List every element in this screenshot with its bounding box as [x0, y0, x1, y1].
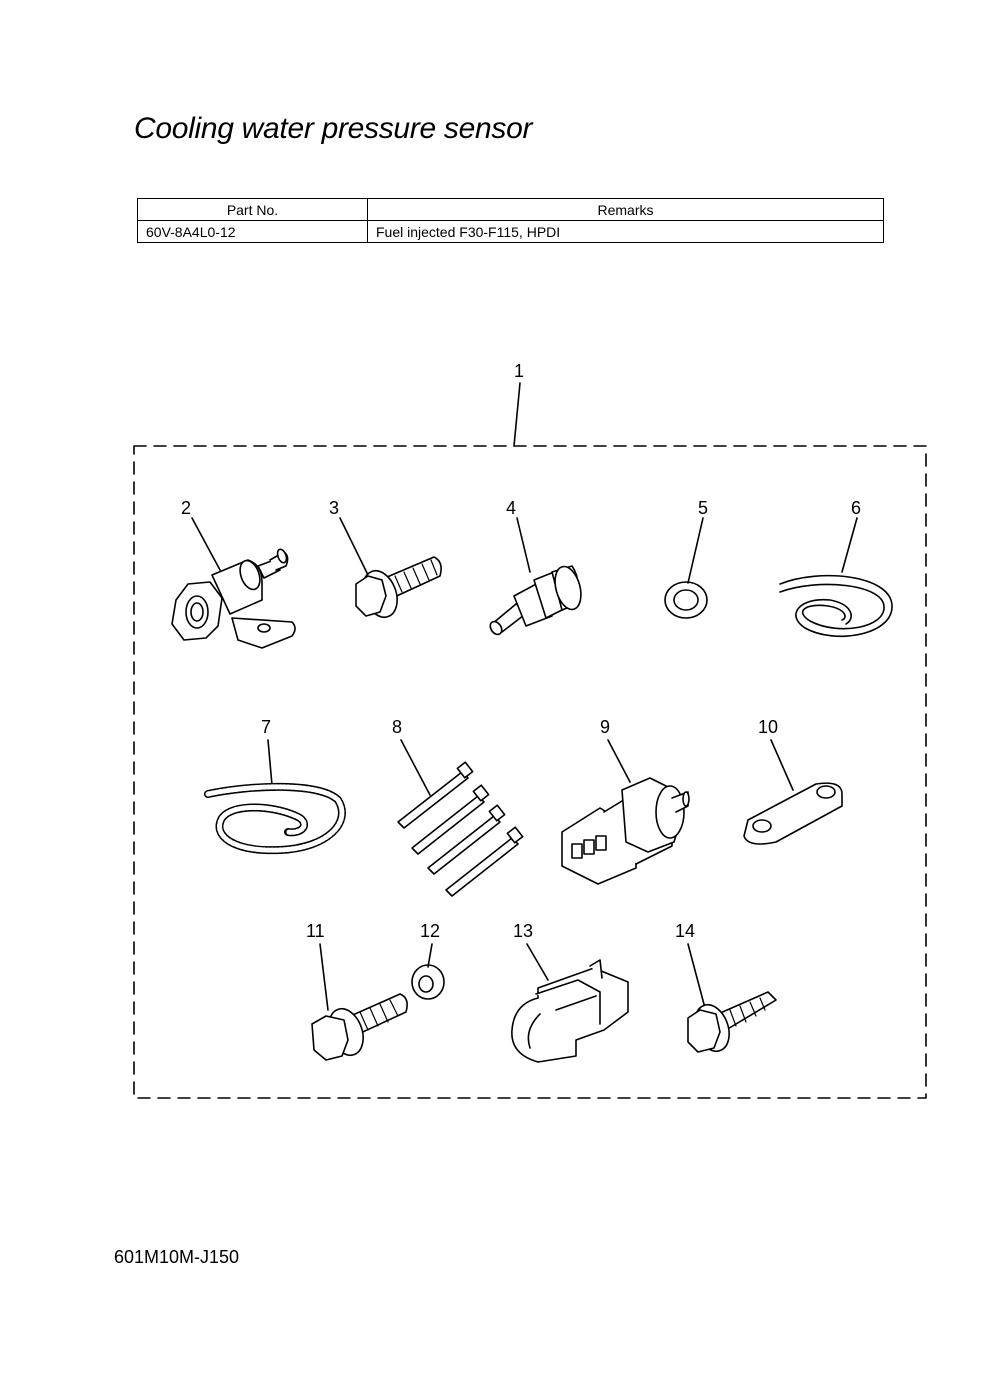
cable-ties-icon: [398, 762, 523, 896]
footer-code: 601M10M-J150: [114, 1247, 240, 1267]
hose-nipple-icon: [488, 564, 585, 637]
column-header-part-no: Part No.: [138, 199, 368, 221]
callout-1: 1: [514, 361, 525, 381]
pressure-sensor-icon: [562, 778, 689, 884]
plate-icon: [744, 783, 842, 844]
callout-7: 7: [261, 717, 272, 737]
callout-6: 6: [851, 498, 862, 518]
clamp-icon: [512, 960, 628, 1062]
fitting-icon: [172, 548, 295, 648]
callout-11: 11: [306, 921, 325, 941]
washer-icon: [412, 965, 444, 999]
callout-10: 10: [758, 717, 779, 737]
callout-12: 12: [420, 921, 441, 941]
hose-icon: [780, 576, 892, 637]
part-number-cell: 60V-8A4L0-12: [138, 221, 368, 243]
callout-2: 2: [181, 498, 192, 518]
callout-5: 5: [698, 498, 709, 518]
washer-icon: [665, 582, 707, 618]
bolt-icon: [356, 557, 441, 622]
protector-hose-icon: [208, 787, 342, 850]
callout-9: 9: [600, 717, 611, 737]
callout-4: 4: [506, 498, 517, 518]
bolt-icon: [312, 994, 407, 1060]
callout-8: 8: [392, 717, 403, 737]
callout-13: 13: [513, 921, 534, 941]
leader-lines: [192, 383, 857, 1010]
remarks-cell: Fuel injected F30-F115, HPDI: [368, 221, 884, 243]
callout-14: 14: [675, 921, 696, 941]
screw-icon: [688, 992, 776, 1056]
callout-3: 3: [329, 498, 340, 518]
page-title: Cooling water pressure sensor: [134, 112, 533, 145]
column-header-remarks: Remarks: [368, 199, 884, 221]
